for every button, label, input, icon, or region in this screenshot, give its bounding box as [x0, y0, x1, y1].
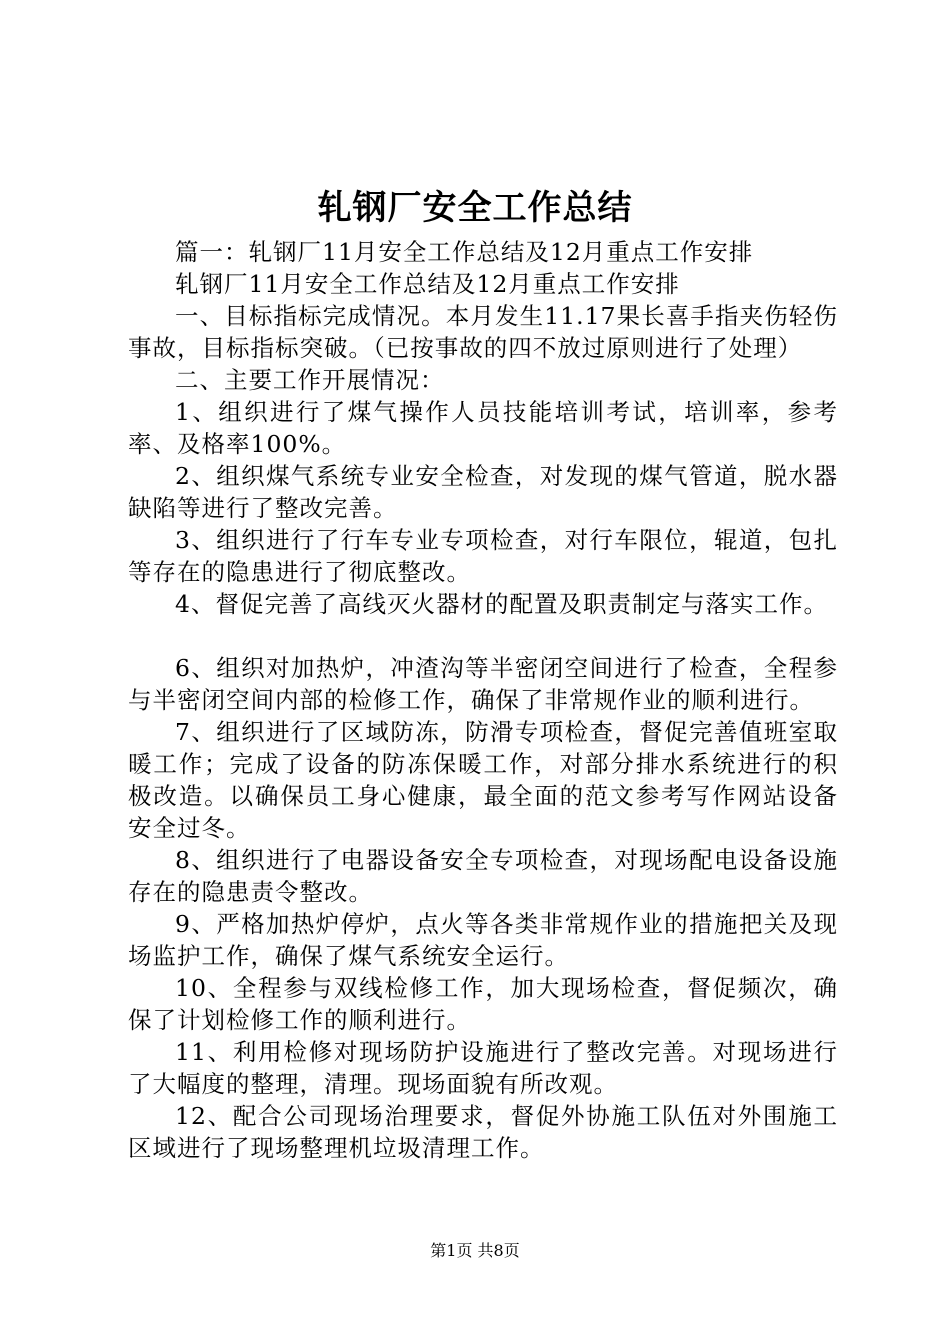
list-item-12: 12、配合公司现场治理要求，督促外协施工队伍对外围施工区域进行了现场整理机垃圾清理工作。 — [128, 1102, 838, 1162]
subtitle-paragraph: 轧钢厂11月安全工作总结及12月重点工作安排 — [175, 270, 680, 298]
list-item-7: 7、组织进行了区域防冻，防滑专项检查，督促完善值班室取暖工作；完成了设备的防冻保暖工作，对部分排水系统进行的积极改造。以确保员工身心健康，最全面的范文参考写作网站设备安全过冬。 — [128, 718, 838, 842]
list-item-10: 10、全程参与双线检修工作，加大现场检查，督促频次，确保了计划检修工作的顺利进行。 — [128, 974, 838, 1034]
page-number-footer: 第1页 共8页 — [430, 1241, 520, 1260]
list-item-8: 8、组织进行了电器设备安全专项检查，对现场配电设备设施存在的隐患责令整改。 — [128, 846, 838, 906]
paragraph-targets: 一、目标指标完成情况。本月发生11.17果长喜手指夹伤轻伤事故，目标指标突破。（已按事故的四不放过原则进行了处理） — [128, 302, 838, 362]
list-item-4: 4、督促完善了高线灭火器材的配置及职责制定与落实工作。 — [175, 590, 828, 618]
list-item-2: 2、组织煤气系统专业安全检查，对发现的煤气管道，脱水器缺陷等进行了整改完善。 — [128, 462, 838, 522]
list-item-9: 9、严格加热炉停炉，点火等各类非常规作业的措施把关及现场监护工作，确保了煤气系统安全运行。 — [128, 910, 838, 970]
paragraph-main-work-heading: 二、主要工作开展情况： — [175, 366, 445, 394]
document-body — [128, 236, 838, 1164]
document-title: 轧钢厂安全工作总结 — [317, 188, 633, 228]
section-heading: 篇一：轧钢厂11月安全工作总结及12月重点工作安排 — [175, 238, 754, 266]
list-item-11: 11、利用检修对现场防护设施进行了整改完善。对现场进行了大幅度的整理，清理。现场面貌有所改观。 — [128, 1038, 838, 1098]
list-item-1: 1、组织进行了煤气操作人员技能培训考试，培训率，参考率、及格率100%。 — [128, 398, 838, 458]
list-item-3: 3、组织进行了行车专业专项检查，对行车限位，辊道，包扎等存在的隐患进行了彻底整改。 — [128, 526, 838, 586]
list-item-6: 6、组织对加热炉，冲渣沟等半密闭空间进行了检查，全程参与半密闭空间内部的检修工作，确保了非常规作业的顺利进行。 — [128, 654, 838, 714]
